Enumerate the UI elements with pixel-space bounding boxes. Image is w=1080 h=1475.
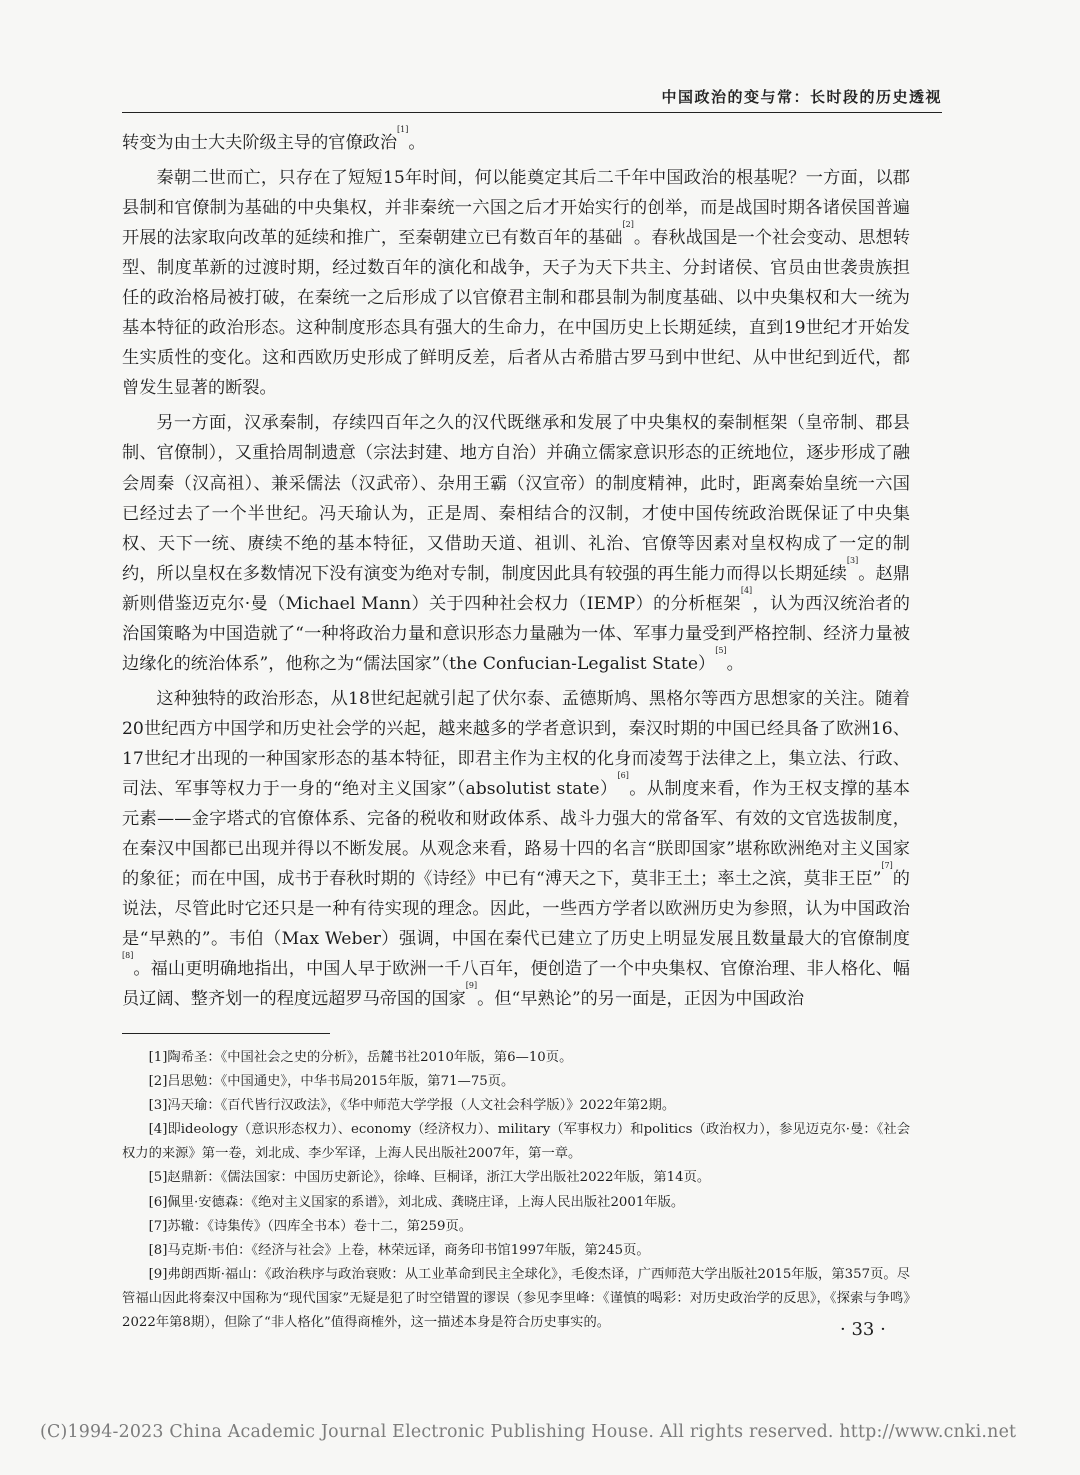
footnote-item: [7]苏辙：《诗集传》（四库全书本）卷十二，第259页。 [148,1218,473,1234]
body-text [122,125,910,1014]
footnote-item: [2]吕思勉：《中国通史》，中华书局2015年版，第71—75页。 [148,1074,515,1090]
paragraph-1: 转变为由士大夫阶级主导的官僚政治[1]。 [122,125,426,153]
running-head-title: 中国政治的变与常：长时段的历史透视 [661,88,942,106]
page-number: · 33 · [840,1319,886,1340]
footnote-ref[interactable]: [2] [622,220,634,230]
footnote-item: [9]弗朗西斯·福山：《政治秩序与政治衰败：从工业革命到民主全球化》，毛俊杰译，广西师范大学出版社2015年版，第357页。尽管福山因此将秦汉中国称为“现代国家”无疑是犯了时空错置的谬误（参见李里峰：《谨慎的喝彩：对历史政治学的反思》，《探索与争鸣》2022年第8期），但除了“非人格化”值得商榷外，这一描述本身是符合历史事实的。 [122,1266,910,1331]
running-head [122,86,942,113]
footnote-item: [4]即ideology（意识形态权力）、economy（经济权力）、military（军事权力）和politics（政治权力），参见迈克尔·曼：《社会权力的来源》第一卷，刘北成、李少军译，上海人民出版社2007年，第一章。 [122,1122,910,1162]
footnote-item: [5]赵鼎新：《儒法国家：中国历史新论》，徐峰、巨桐译，浙江大学出版社2022年版，第14页。 [148,1170,711,1186]
copyright-watermark: (C)1994-2023 China Academic Journal Electronic Publishing House. All rights reserved. http://www.cnki.net [40,1422,1017,1442]
footnote-ref[interactable]: [1] [397,125,409,134]
footnote-ref[interactable]: [9] [465,981,478,991]
footnote-item: [8]马克斯·韦伯：《经济与社会》上卷，林荣远译，商务印书馆1997年版，第245页。 [148,1242,650,1258]
footnotes [122,1046,910,1335]
footnote-ref[interactable]: [7] [881,861,893,871]
footnote-divider [122,1033,330,1034]
paragraph-4: 这种独特的政治形态，从18世纪起就引起了伏尔泰、孟德斯鸠、黑格尔等西方思想家的关注。随着20世纪西方中国学和历史社会学的兴起，越来越多的学者意识到，秦汉时期的中国已经具备了欧洲16、17世纪才出现的一种国家形态的基本特征，即君主作为主权的化身而凌驾于法律之上，集立法、行政、司法、军事等权力于一身的“绝对主义国家”（absolutist state）[6]。从制度来看，作为王权支撑的基本元素——金字塔式的官僚体系、完备的税收和财政体系、战斗力强大的常备军、有效的文官选拔制度，在秦汉中国都已出现并得以不断发展。从观念来看，路易十四的名言“朕即国家”堪称欧洲绝对主义国家的象征；而在中国，成书于春秋时期的《诗经》中已有“溥天之下，莫非王土；率土之滨，莫非王臣”[7]的说法，尽管此时它还只是一种有待实现的理念。因此，一些西方学者以欧洲历史为参照，认为中国政治是“早熟的”。韦伯（Max Weber）强调，中国在秦代已建立了历史上明显发展且数量最大的官僚制度[8]。福山更明确地指出，中国人早于欧洲一千八百年，便创造了一个中央集权、官僚治理、非人格化、幅员辽阔、整齐划一的程度远超罗马帝国的国家[9]。但“早熟论”的另一面是，正因为中国政治 [122,688,910,1010]
footnote-ref[interactable]: [3] [846,555,859,565]
footnote-ref[interactable]: [8] [122,951,134,961]
footnote-item: [1]陶希圣：《中国社会之史的分析》，岳麓书社2010年版，第6—10页。 [148,1050,573,1065]
footnote-ref[interactable]: [4] [740,585,753,595]
footnote-ref[interactable]: [5] [715,645,727,655]
paragraph-2: 秦朝二世而亡，只存在了短短15年时间，何以能奠定其后二千年中国政治的根基呢？一方面，以郡县制和官僚制为基础的中央集权，并非秦统一六国之后才开始实行的创举，而是战国时期各诸侯国普遍开展的法家取向改革的延续和推广，至秦朝建立已有数百年的基础[2]。春秋战国是一个社会变动、思想转型、制度革新的过渡时期，经过数百年的演化和战争，天子为天下共主、分封诸侯、官员由世袭贵族担任的政治格局被打破，在秦统一之后形成了以官僚君主制和郡县制为制度基础、以中央集权和大一统为基本特征的政治形态。这种制度形态具有强大的生命力，在中国历史上长期延续，直到19世纪才开始发生实质性的变化。这和西欧历史形成了鲜明反差，后者从古希腊古罗马到中世纪、从中世纪到近代，都曾发生显著的断裂。 [122,168,910,399]
footnote-item: [6]佩里·安德森：《绝对主义国家的系谱》，刘北成、龚晓庄译，上海人民出版社2001年版。 [148,1194,685,1210]
footnote-ref[interactable]: [6] [617,770,629,780]
footnote-item: [3]冯天瑜：《百代皆行汉政法》，《华中师范大学学报（人文社会科学版）》2022年第2期。 [148,1098,676,1114]
paragraph-3: 另一方面，汉承秦制，存续四百年之久的汉代既继承和发展了中央集权的秦制框架（皇帝制、郡县制、官僚制），又重拾周制遗意（宗法封建、地方自治）并确立儒家意识形态的正统地位，逐步形成了融会周秦（汉高祖）、兼采儒法（汉武帝）、杂用王霸（汉宣帝）的制度精神，此时，距离秦始皇统一六国已经过去了一个半世纪。冯天瑜认为，正是周、秦相结合的汉制，才使中国传统政治既保证了中央集权、天下一统、赓续不绝的基本特征，又借助天道、祖训、礼治、官僚等因素对皇权构成了一定的制约，所以皇权在多数情况下没有演变为绝对专制，制度因此具有较强的再生能力而得以长期延续[3]。赵鼎新则借鉴迈克尔·曼（Michael Mann）关于四种社会权力（IEMP）的分析框架[4]，认为西汉统治者的治国策略为中国造就了“一种将政治力量和意识形态力量融为一体、军事力量受到严格控制、经济力量被边缘化的统治体系”，他称之为“儒法国家”（the Confucian-Legalist State）[5]。 [122,413,910,674]
